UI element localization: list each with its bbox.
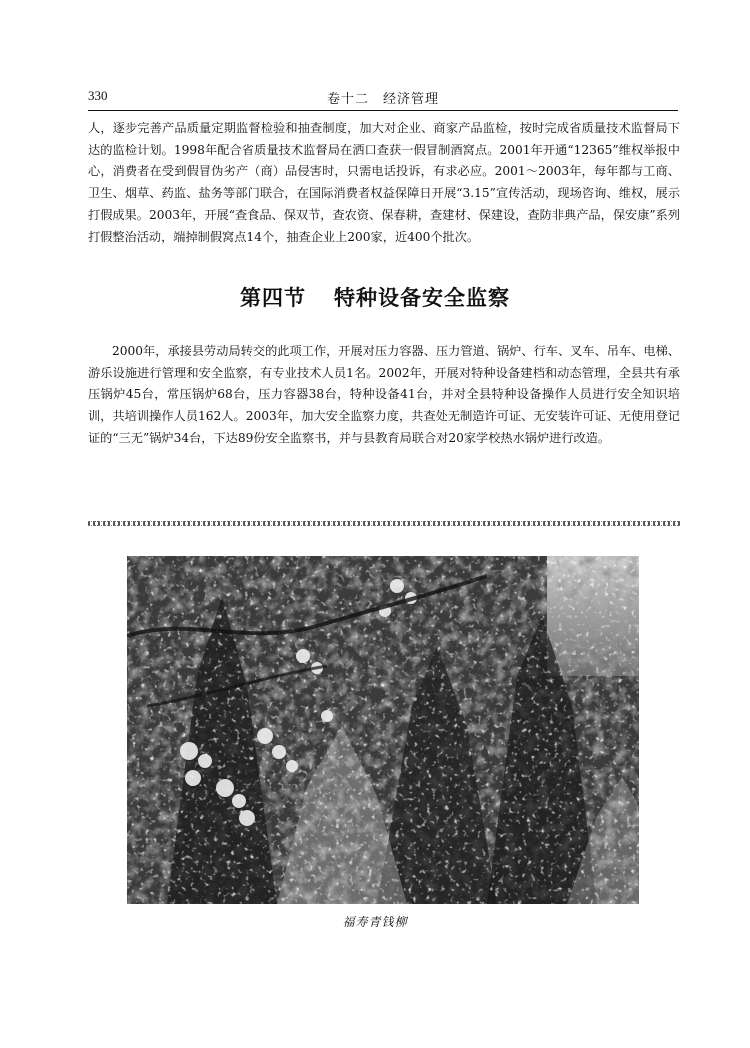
ornamental-divider [88, 521, 680, 526]
running-title: 卷十二 经济管理 [326, 92, 439, 107]
body-paragraph-1: 人，逐步完善产品质量定期监督检验和抽查制度，加大对企业、商家产品监检，按时完成省质量技术监督局下达的监检计划。1998年配合省质量技术监督局在洒口查获一假冒制酒窝点。2001年开通“12365”维权举报中心，消费者在受到假冒伪劣产（商）品侵害时，只需电话投诉，有求必应。2001～2003年，每年都与工商、卫生、烟草、药监、盐务等部门联合，在国际消费者权益保障日开展“3.15”宣传活动，现场咨询、维权，展示打假成果。2003年，开展“查食品、保双节，查农资、保春耕，查建材、保建设，查防非典产品，保安康”系列打假整治活动，端掉制假窝点14个，抽查企业上200家，近400个批次。 [88, 121, 680, 244]
page-header [88, 88, 678, 110]
header-rule [88, 110, 678, 111]
forest-photo [127, 556, 639, 904]
photo-image [127, 556, 639, 904]
section-title: 特种设备安全监察 [334, 286, 510, 310]
section-heading [0, 282, 750, 312]
photo-caption: 福寿青钱柳 [342, 915, 408, 929]
body-paragraph-2: 2000年，承接县劳动局转交的此项工作，开展对压力容器、压力管道、锅炉、行车、叉车、吊车、电梯、游乐设施进行管理和安全监察，有专业技术人员1名。2002年，开展对特种设备建档和动态管理，全县共有承压锅炉45台，常压锅炉68台，压力容器38台，特种设备41台，并对全县特种设备操作人员进行安全知识培训，共培训操作人员162人。2003年，加大安全监察力度，共查处无制造许可证、无安装许可证、无使用登记证的“三无”锅炉34台，下达89份安全监察书，并与县教育局联合对20家学校热水锅炉进行改造。 [88, 344, 680, 445]
section-number: 第四节 [240, 286, 306, 310]
page-number: 330 [88, 88, 108, 103]
